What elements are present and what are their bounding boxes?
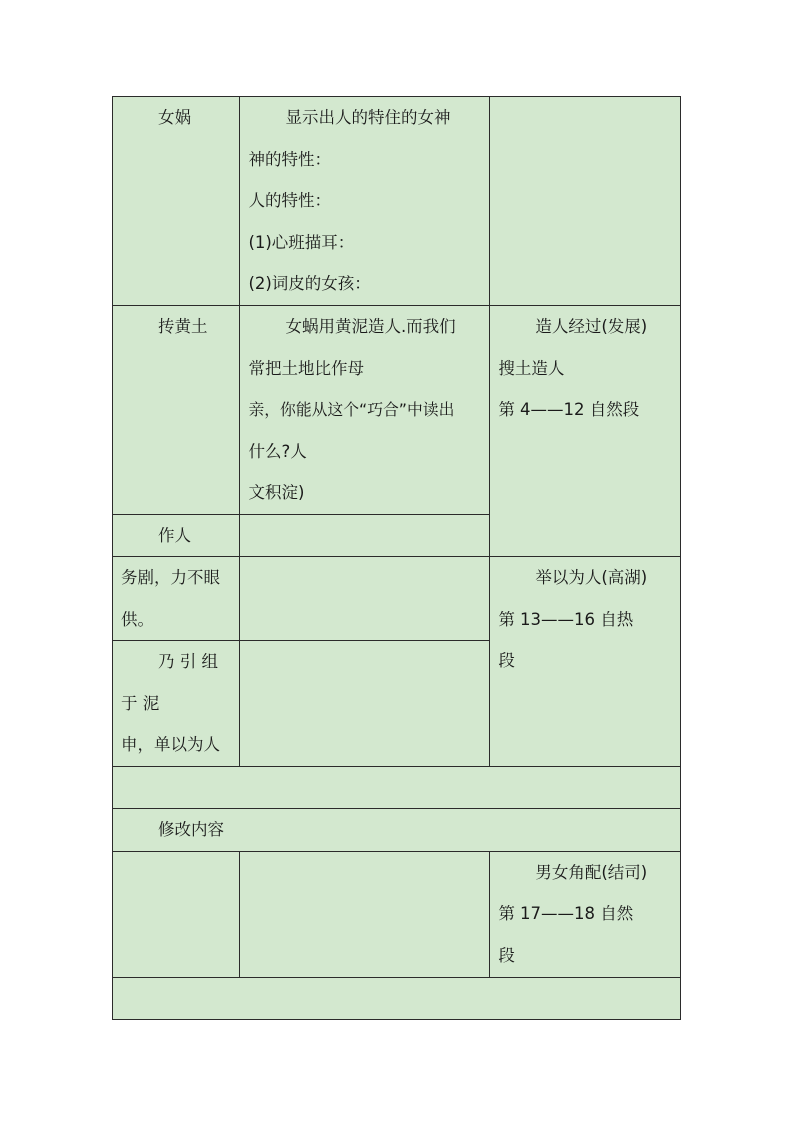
tuan-label: 抟黄土	[158, 317, 208, 336]
pairing-note-line-1: 男女角配(结司)	[535, 862, 648, 882]
cell-blank-1	[113, 767, 681, 809]
tuan-note-line-2: 搜土造人	[498, 358, 565, 378]
cell-wuju-label	[113, 557, 240, 641]
nuwa-label: 女娲	[158, 108, 191, 127]
nuwa-text-line-4: (1)心班描耳：	[248, 232, 355, 252]
tuan-text-line-5: 文积淀)	[248, 483, 305, 502]
nuwa-text-line-2: 神的特性：	[248, 149, 331, 169]
cell-nai-label	[113, 641, 240, 767]
tuan-note-line-3: 第 4——12 自然段	[498, 400, 640, 419]
cell-pairing-text	[240, 851, 490, 977]
nai-label-line-1: 乃 引 组	[158, 652, 218, 671]
cell-zuoren-text	[240, 514, 490, 557]
nuwa-text-line-3: 人的特性：	[248, 191, 331, 210]
nuwa-text-line-1: 显示出人的特住的女神	[285, 108, 451, 127]
modify-label: 修改内容	[158, 820, 224, 839]
pairing-note-line-3: 段	[498, 945, 515, 965]
table-row-pairing	[113, 851, 681, 977]
table-row-wuju	[113, 557, 681, 641]
cell-tuan-label	[113, 306, 240, 515]
wuju-note-line-2: 第 13——16 自热	[498, 609, 634, 629]
cell-nuwa-text	[240, 97, 490, 306]
table-row-modify	[113, 809, 681, 852]
tuan-text-line-3: 亲，你能从这个“巧合”中读出	[248, 400, 455, 419]
nai-label-line-2: 于 泥	[121, 693, 160, 713]
cell-tuan-text	[240, 306, 490, 515]
cell-nuwa-label	[113, 97, 240, 306]
table-row-blank-1	[113, 767, 681, 809]
cell-zuoren-label	[113, 514, 240, 557]
pairing-note-line-2: 第 17——18 自然	[498, 904, 634, 923]
tuan-note-line-1: 造人经过(发展)	[535, 317, 648, 336]
wuju-label-line-1: 务剧，力不眼	[121, 568, 220, 587]
nai-label-line-3: 申，单以为人	[121, 735, 220, 754]
tuan-text-line-4: 什么?人	[248, 441, 307, 461]
cell-blank-2	[113, 977, 681, 1019]
tuan-text-line-2: 常把土地比作母	[248, 358, 364, 378]
table-row-blank-2	[113, 977, 681, 1019]
cell-nuwa-note	[490, 97, 681, 306]
table-row-tuan	[113, 306, 681, 515]
lesson-outline-table	[112, 96, 681, 1020]
table-row-nuwa	[113, 97, 681, 306]
wuju-note-line-3: 段	[498, 651, 515, 670]
wuju-note-line-1: 举以为人(高湖)	[535, 568, 648, 587]
tuan-text-line-1: 女蜗用黄泥造人.而我们	[285, 317, 456, 336]
cell-wuju-note	[490, 557, 681, 767]
cell-tuan-note	[490, 306, 681, 557]
cell-nai-text	[240, 641, 490, 767]
cell-pairing-note	[490, 851, 681, 977]
cell-pairing-label	[113, 851, 240, 977]
wuju-label-line-2: 供。	[121, 609, 154, 629]
cell-wuju-text	[240, 557, 490, 641]
nuwa-text-line-5: (2)词皮的女孩：	[248, 274, 371, 293]
zuoren-label: 作人	[158, 525, 191, 545]
cell-modify	[113, 809, 681, 852]
